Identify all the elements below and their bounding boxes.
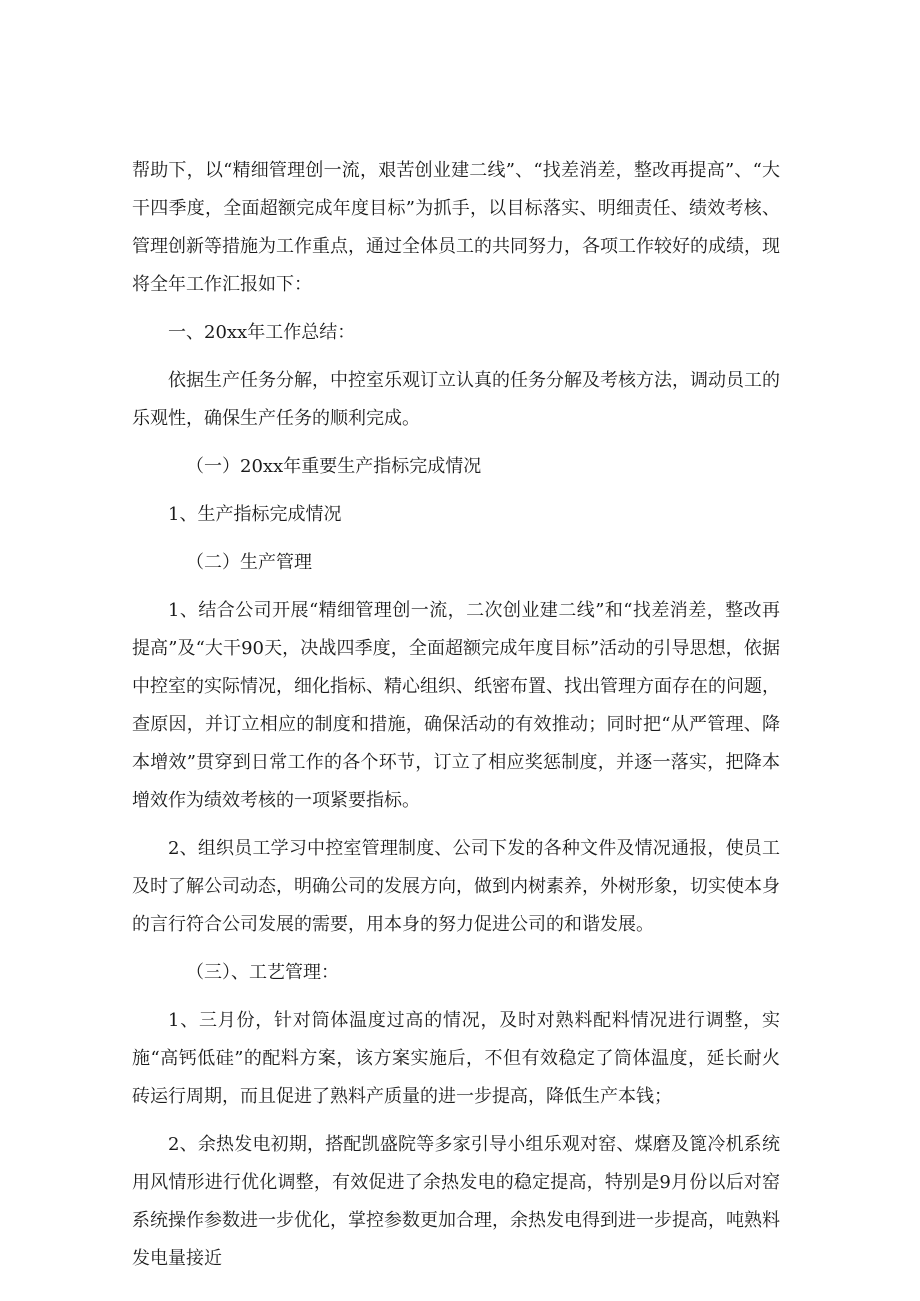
subsection-2-heading: （二）生产管理 [186, 552, 312, 573]
intro-paragraph: 帮助下，以“精细管理创一流，艰苦创业建二线”、“找差消差，整改再提高”、“大干四季度，全面超额完成年度目标”为抓手，以目标落实、明细责任、绩效考核、管理创新等措施为工作重点，通过全体员工的共同努力，各项工作较好的成绩，现将全年工作汇报如下： [132, 160, 780, 295]
subsection-3-item-1: 1、三月份，针对筒体温度过高的情况，及时对熟料配料情况进行调整，实施“高钙低硅”的配料方案，该方案实施后，不但有效稳定了筒体温度，延长耐火砖运行周期，而且促进了熟料产质量的进一步提高，降低生产本钱； [132, 1010, 780, 1107]
subsection-2-item-2: 2、组织员工学习中控室管理制度、公司下发的各种文件及情况通报，使员工及时了解公司动态，明确公司的发展方向，做到内树素养，外树形象，切实使本身的言行符合公司发展的需要，用本身的努力促进公司的和谐发展。 [132, 838, 780, 935]
item-1-heading: 1、生产指标完成情况 [168, 504, 342, 525]
document-body [132, 152, 780, 1278]
section-1-heading: 一、20xx年工作总结： [168, 322, 356, 343]
section-1-body: 依据生产任务分解，中控室乐观订立认真的任务分解及考核方法，调动员工的乐观性，确保生产任务的顺利完成。 [132, 370, 780, 429]
subsection-3-item-2: 2、余热发电初期，搭配凯盛院等多家引导小组乐观对窑、煤磨及篦冷机系统用风情形进行优化调整，有效促进了余热发电的稳定提高，特别是9月份以后对窑系统操作参数进一步优化，掌控参数更加合理，余热发电得到进一步提高，吨熟料发电量接近 [132, 1134, 780, 1269]
subsection-2-item-1: 1、结合公司开展“精细管理创一流，二次创业建二线”和“找差消差，整改再提高”及“大干90天，决战四季度，全面超额完成年度目标”活动的引导思想，依据中控室的实际情况，细化指标、精心组织、纸密布置、找出管理方面存在的问题，查原因，并订立相应的制度和措施，确保活动的有效推动；同时把“从严管理、降本增效”贯穿到日常工作的各个环节，订立了相应奖惩制度，并逐一落实，把降本增效作为绩效考核的一项紧要指标。 [132, 600, 780, 811]
subsection-1-heading: （一）20xx年重要生产指标完成情况 [186, 456, 482, 477]
subsection-3-heading: （三）、工艺管理： [186, 962, 339, 983]
